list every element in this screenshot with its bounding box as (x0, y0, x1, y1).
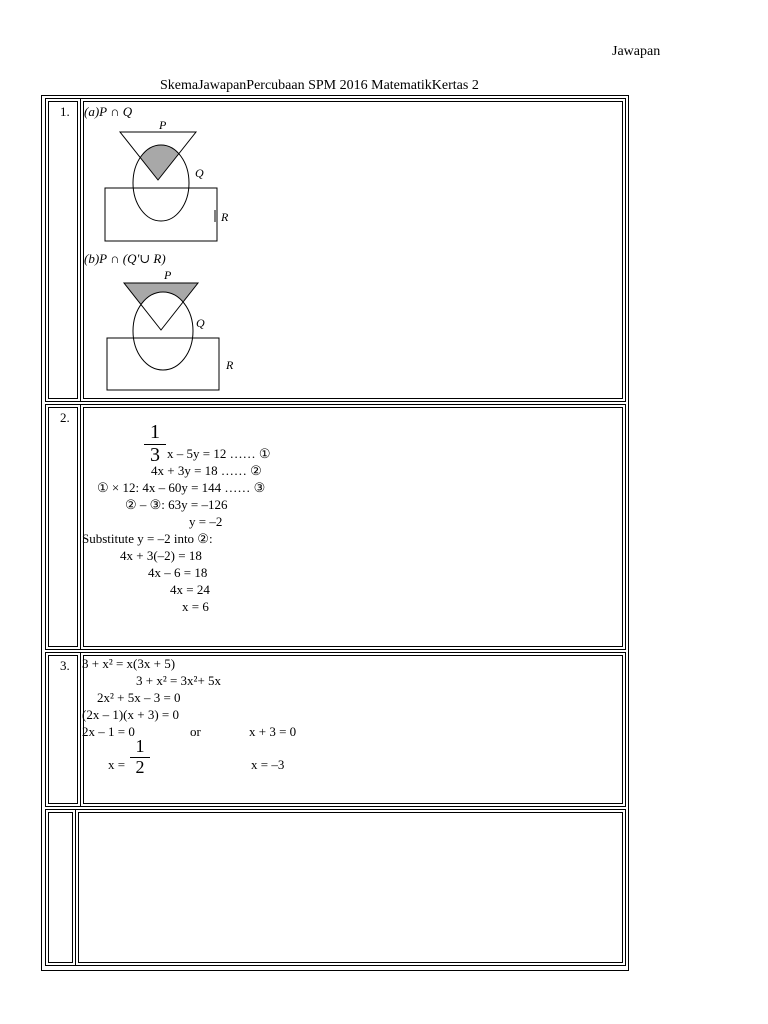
q4-answer-cell (75, 809, 626, 966)
q1b-label: (b)P ∩ (Q'∪ R) (84, 251, 166, 266)
q2-number: 2. (60, 410, 70, 425)
page-title: SkemaJawapanPercubaan SPM 2016 MatematikKertas 2 (160, 78, 479, 93)
q3-line-3: 2x² + 5x – 3 = 0 (97, 690, 181, 705)
q2-fraction (144, 422, 166, 465)
q2-fraction-denominator: 3 (144, 444, 166, 465)
q2-line-10: x = 6 (182, 599, 209, 614)
q4-number-cell (45, 809, 76, 966)
q2-line-5: y = –2 (189, 514, 223, 529)
q3-line-7: x = (108, 757, 126, 772)
q2-line-8: 4x – 6 = 18 (148, 565, 208, 580)
q3-line-6: x + 3 = 0 (249, 724, 297, 739)
q2-line-7: 4x + 3(–2) = 18 (120, 548, 202, 563)
venn-a-label-p: P (159, 118, 167, 132)
q1-number: 1. (60, 104, 70, 119)
q2-line-6: Substitute y = –2 into ②: (82, 531, 213, 546)
q3-line-2: 3 + x² = 3x²+ 5x (136, 673, 222, 688)
q3-number-cell (45, 652, 81, 807)
venn-b-label-r: R (226, 358, 234, 372)
venn-b-label-p: P (164, 268, 172, 282)
q3-line-1: 3 + x² = x(3x + 5) (82, 656, 176, 671)
venn-a-label-q: Q (195, 166, 204, 180)
q2-fraction-numerator: 1 (150, 421, 160, 443)
q2-line-2: 4x + 3y = 18 …… ② (151, 463, 262, 478)
q2-line-9: 4x = 24 (170, 582, 210, 597)
q2-line-3: ① × 12: 4x – 60y = 144 …… ③ (97, 480, 266, 495)
q2-line-1: x – 5y = 12 …… ① (167, 446, 271, 461)
q3-fraction-numerator: 1 (135, 736, 145, 756)
q3-or: or (190, 724, 201, 739)
header-jawapan: Jawapan (612, 44, 661, 59)
q1a-label: (a)P ∩ Q (84, 104, 133, 119)
venn-b-label-q: Q (196, 316, 205, 330)
q3-fraction (130, 737, 150, 776)
q3-fraction-denominator: 2 (130, 757, 150, 776)
q2-number-cell (45, 404, 81, 650)
q3-number: 3. (60, 658, 70, 673)
q3-line-4: (2x – 1)(x + 3) = 0 (82, 707, 179, 722)
q3-line-5: 2x – 1 = 0 (82, 724, 135, 739)
venn-a-label-r: R (221, 210, 229, 224)
q3-line-8: x = –3 (251, 757, 285, 772)
q2-line-4: ② – ③: 63y = –126 (125, 497, 228, 512)
